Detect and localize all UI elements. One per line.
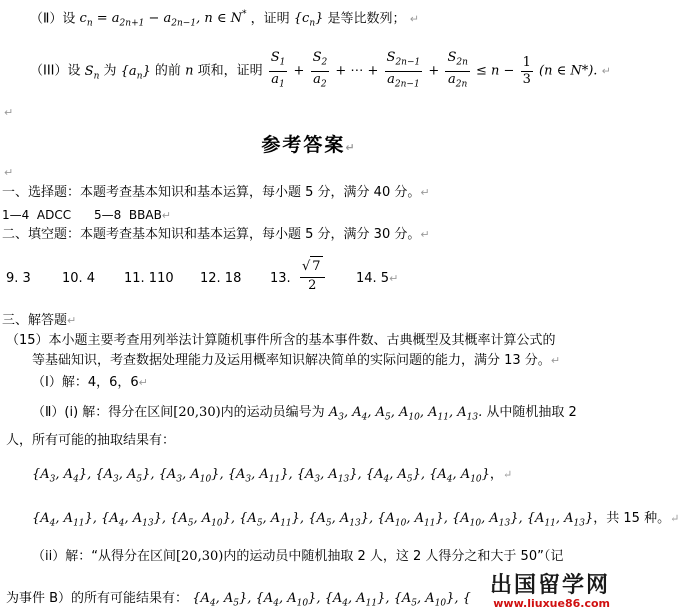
q15-part-2-i (32, 402, 577, 429)
answers-title (0, 130, 618, 157)
q3-for: 为 (103, 63, 117, 79)
section-1-text: 一、选择题：本题考查基本知识和基本运算，每小题 5 分，满分 40 分。 (2, 185, 421, 200)
q15-part-2-i-cont: 人，所有可能的抽取结果有： (6, 433, 176, 448)
fraction-s2-a2: $\frac{S_2}{a_2}$ (312, 50, 328, 90)
section-1-answers (2, 206, 171, 225)
section-3-text: 三、解答题 (2, 313, 68, 328)
paragraph-mark-icon: ↵ (4, 166, 14, 179)
paragraph-mark-icon: ↵ (67, 314, 77, 327)
fraction-denominator: 2 (308, 278, 317, 293)
watermark-line1: 出国留学网 (489, 573, 610, 598)
paragraph-mark-icon: ↵ (345, 141, 357, 154)
q15-part-2-ii-lead: （ii）解：“从得分在区间 (32, 549, 176, 564)
answer-13-fraction (298, 256, 327, 294)
q15-part-2-ii-text: 内的运动员中随机抽取 2 人，这 2 人得分之和大于 50”（记 (223, 549, 564, 564)
section-2-heading (2, 226, 430, 244)
section-1-answers-text: 1—4 ADCC 5—8 BBAB (2, 208, 162, 222)
q2-expr: $c_n = a_{2n+1} - a_{2n-1}$, n ∈ N* (79, 10, 247, 29)
q3-cond: (n ∈ N*). (539, 63, 598, 79)
paragraph-mark-icon: ↵ (670, 512, 679, 525)
paragraph-mark-icon: ↵ (138, 376, 148, 389)
answer-14-text: 14. 5 (356, 271, 390, 286)
answer-10: 10. 4 (62, 271, 96, 286)
paragraph-mark-icon: ↵ (550, 354, 561, 367)
fraction-s1-a1: $\frac{S_1}{a_1}$ (270, 50, 286, 90)
q2-set: $\{c_n\}$ (293, 11, 324, 29)
section-3-heading (2, 312, 76, 330)
q3-label: （III）设 (30, 63, 81, 79)
pairs-row-2: {$A_4$, $A_{11}$}, {$A_4$, $A_{13}$}, {$A_5$, $A_{10}$}, {$A_5$, $A_{11}$}, {$A_5$, $A_{13}$}, {$A_{10}$, $A_{11}$}, {$A_{10}$, $A_{13}$}, {$A_{11}$, $A_{13}$}，共 15 种。↵ (32, 511, 679, 529)
q15-part-2-ii-cont (6, 590, 471, 613)
paragraph-mark-icon: ↵ (409, 12, 419, 26)
question-2 (30, 6, 419, 33)
paragraph-mark-icon: ↵ (502, 468, 513, 481)
paragraph-mark-icon: ↵ (389, 272, 399, 285)
paragraph-mark-icon: ↵ (601, 64, 611, 78)
q15-intro-line2 (32, 352, 560, 370)
q3-n: n (185, 63, 194, 79)
q15-part-1 (32, 374, 148, 392)
fraction-one-third: $\frac{1}{3}$ (522, 54, 531, 87)
q2-label: （Ⅱ）设 (30, 11, 76, 27)
q15-part-2-ii-text2: 为事件 B）的所有可能结果有： (6, 591, 189, 606)
answer-13-label: 13. (270, 271, 291, 286)
fraction-s2n-1: $\frac{S_{2n-1}}{a_{2n-1}}$ (386, 50, 421, 90)
q2-mid: ，证明 (250, 11, 290, 27)
question-3: （III）设 $S_n$ 为 $\{a_n\}$ 的前 n 项和，证明 $\frac{S_1}{a_1}$ + $\frac{S_2}{a_2}$ + ⋯ + $\frac{S_{2n-1}}{a_{2n-1}}$ + $\frac{S_{2n}}{a_{2n}}$ ≤ n − $\frac{1}{3}$ (n ∈ N*). ↵ (30, 50, 611, 93)
answer-14 (356, 270, 398, 288)
q3-an: $\{a_n\}$ (120, 63, 151, 82)
answer-11: 11. 110 (124, 271, 174, 286)
q3-tail: ≤ n − (476, 63, 515, 79)
q2-end: 是等比数列； (327, 11, 406, 27)
q15-part-2-i-text: 内的运动员编号为 (220, 405, 325, 420)
paragraph-mark-icon: ↵ (420, 228, 430, 241)
q15-intro-line1: （15）本小题主要考查用列举法计算随机事件所含的基本事件数、古典概型及其概率计算公式的 (6, 333, 556, 348)
answer-9: 9. 3 (6, 271, 31, 286)
q15-part-1-text: （Ⅰ）解：4，6，6 (32, 375, 139, 390)
section-1-heading (2, 184, 430, 202)
sqrt-radicand: 7 (310, 256, 322, 277)
fraction-s2n: $\frac{S_{2n}}{a_{2n}}$ (447, 50, 468, 90)
q15-part-2-i-lead: （Ⅱ）(i) 解：得分在区间 (32, 405, 174, 420)
watermark-logo (490, 574, 610, 610)
paragraph-mark-icon: ↵ (4, 106, 14, 119)
q3-text: 的前 (154, 63, 181, 79)
section-2-text: 二、填空题：本题考查基本知识和基本运算，每小题 5 分，满分 30 分。 (2, 227, 421, 242)
answer-12: 12. 18 (200, 271, 242, 286)
q15-intro-line2-text: 等基础知识，考查数据处理能力及运用概率知识解决简单的实际问题的能力，满分 13 分。 (32, 353, 551, 368)
q3-text2: 项和，证明 (197, 63, 263, 79)
q15-part-2-ii (32, 548, 563, 566)
q3-sn: $S_n$ (84, 63, 100, 82)
interval: [20,30) (175, 549, 224, 564)
q15-part-2-i-draw: 从中随机抽取 2 (486, 405, 577, 420)
total-count: ，共 15 种。 (593, 511, 671, 526)
athlete-ids: $A_3$, $A_4$, $A_5$, $A_{10}$, $A_{11}$, $A_{13}$. (328, 405, 483, 423)
pairs-row-1: {$A_3$, $A_4$}, {$A_3$, $A_5$}, {$A_3$, $A_{10}$}, {$A_3$, $A_{11}$}, {$A_3$, $A_{13}$}, {$A_4$, $A_5$}, {$A_4$, $A_{10}$}，↵ (32, 467, 513, 485)
watermark-line2: www.liuxue86.com (493, 597, 610, 610)
answers-title-text: 参考答案 (261, 134, 346, 156)
paragraph-mark-icon: ↵ (161, 209, 172, 222)
paragraph-mark-icon: ↵ (420, 186, 430, 199)
fraction-sqrt7-over-2: $\frac{√ 7}{2}$ (300, 256, 325, 294)
interval: [20,30) (173, 405, 221, 420)
event-b-results: {$A_4$, $A_5$}, {$A_4$, $A_{10}$}, {$A_4$, $A_{11}$}, {$A_5$, $A_{10}$}, { (192, 591, 471, 609)
